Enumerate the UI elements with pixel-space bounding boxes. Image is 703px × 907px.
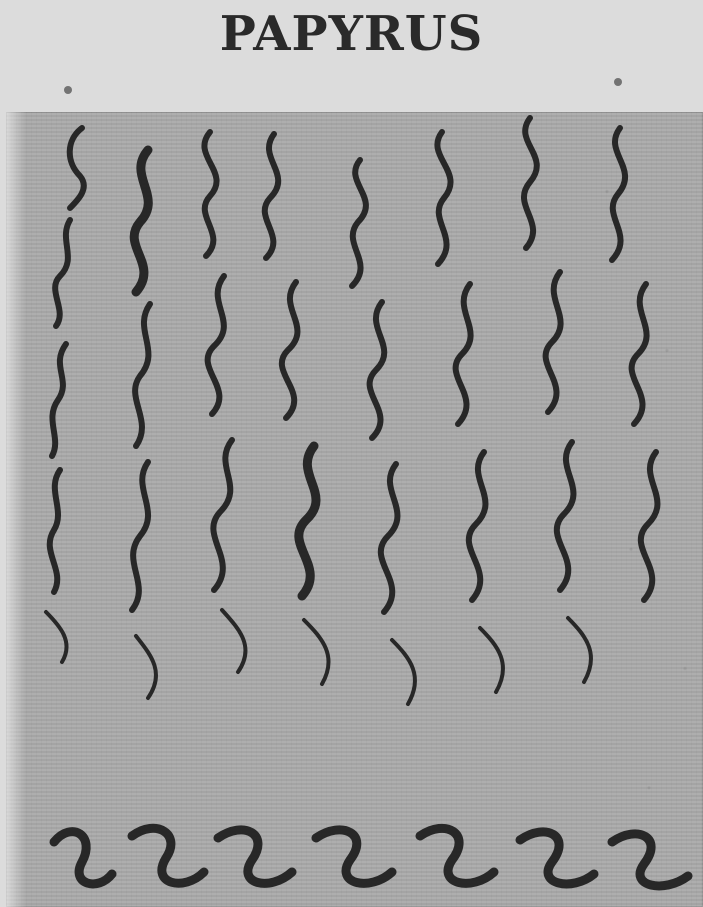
- binding-dot-right: [614, 78, 622, 86]
- binding-dot-left: [64, 86, 72, 94]
- right-edge-specks: [583, 112, 703, 907]
- page-title: PAPYRUS: [219, 6, 484, 62]
- header: [0, 0, 703, 115]
- papyrus-fragment: [6, 112, 703, 907]
- left-edge-fade: [6, 112, 26, 907]
